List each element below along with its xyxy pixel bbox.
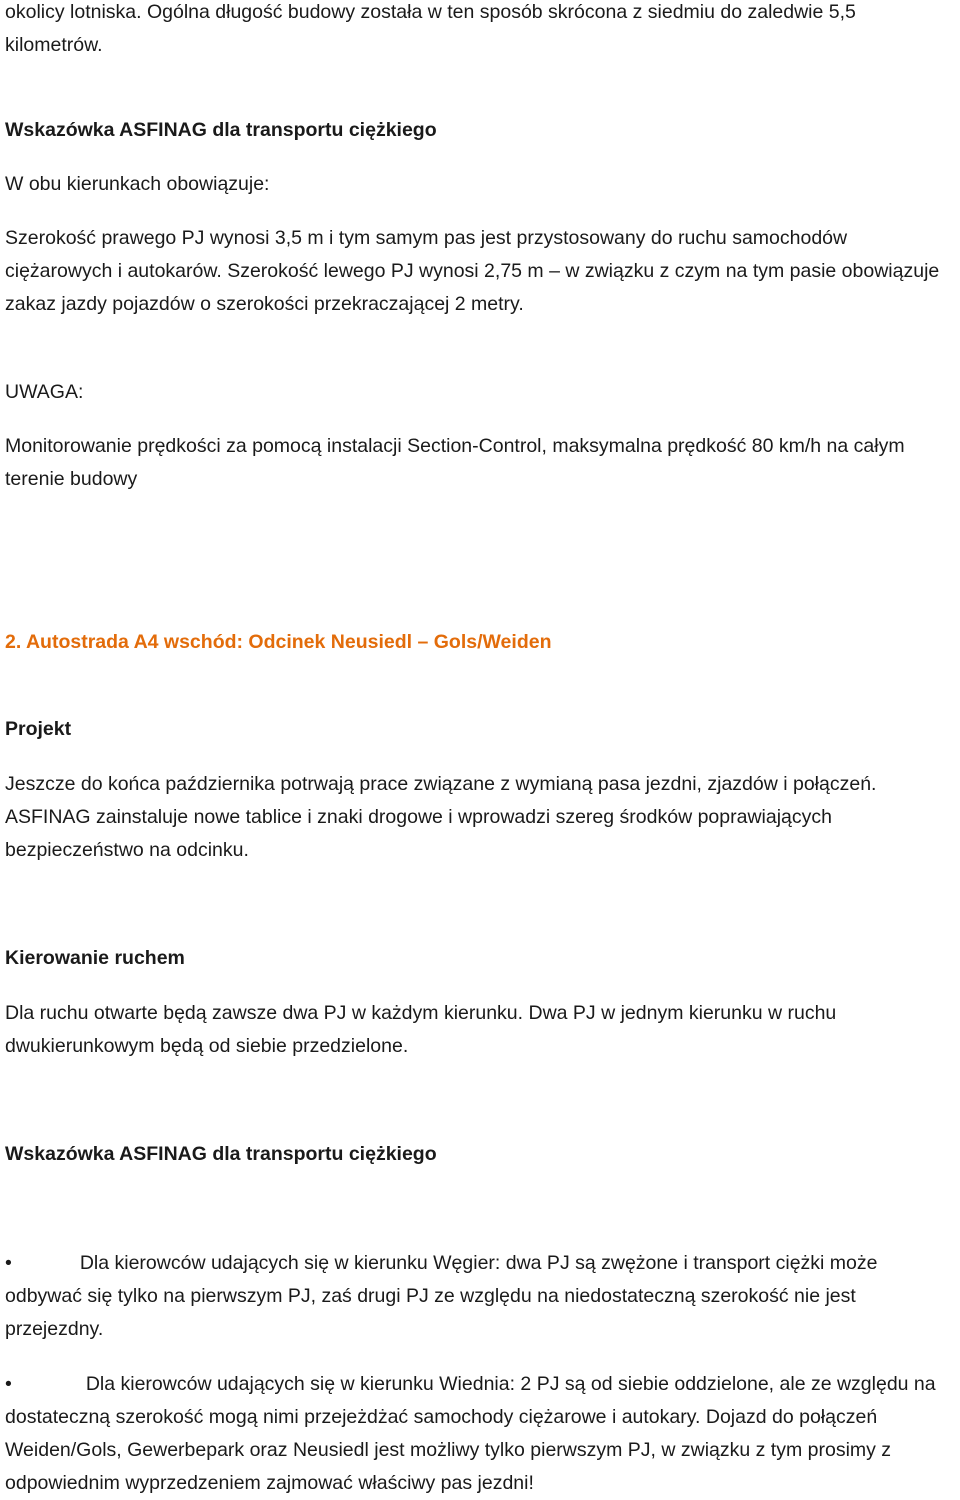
section-2-title: 2. Autostrada A4 wschód: Odcinek Neusiedl – Gols/Weiden xyxy=(5,631,552,653)
bullet-item-vienna xyxy=(5,1368,946,1500)
both-directions-label: W obu kierunkach obowiązuje: xyxy=(5,173,270,195)
bullet-item-hungary-text: Dla kierowców udających się w kierunku Węgier: dwa PJ są zwężone i transport ciężki może odbywać się tylko na pierwszym PJ, zaś drugi PJ ze względu na niedostateczną szerokość nie jest przejezdny. xyxy=(5,1252,878,1340)
traffic-heading: Kierowanie ruchem xyxy=(5,947,185,969)
bullet-item-vienna-text: Dla kierowców udających się w kierunku Wiednia: 2 PJ są od siebie oddzielone, ale ze względu na dostateczną szerokość mogą nimi przejeżdżać samochody ciężarowe i autokary. Dojazd do połączeń Weiden/Gols, Gewerbepark oraz Neusiedl jest możliwy tylko pierwszym PJ, w związku z tym prosimy z odpowiednim wyprzedzeniem zajmować właściwy pas jezdni! xyxy=(5,1373,936,1494)
bullet-icon: • xyxy=(5,1373,12,1395)
intro-line-1: okolicy lotniska. Ogólna długość budowy została w ten sposób skrócona z siedmiu do zaledwie 5,5 xyxy=(5,1,856,23)
heavy-transport-heading-2: Wskazówka ASFINAG dla transportu ciężkiego xyxy=(5,1143,437,1165)
traffic-paragraph: Dla ruchu otwarte będą zawsze dwa PJ w każdym kierunku. Dwa PJ w jednym kierunku w ruchu dwukierunkowym będą od siebie przedzielone. xyxy=(5,1002,837,1057)
intro-paragraph xyxy=(5,0,946,62)
warning-label: UWAGA: xyxy=(5,381,84,403)
warning-text: Monitorowanie prędkości za pomocą instalacji Section-Control, maksymalna prędkość 80 km/h na całym terenie budowy xyxy=(5,435,905,490)
intro-line-2: kilometrów. xyxy=(5,34,103,56)
bullet-item-hungary xyxy=(5,1247,946,1346)
lane-width-paragraph xyxy=(5,222,946,321)
lane-width-text-left: Szerokość lewego PJ wynosi 2,75 m – w związku z czym na tym pasie obowiązuje zakaz jazdy pojazdów o szerokości przekraczającej 2 metry. xyxy=(5,260,940,315)
bullet-icon: • xyxy=(5,1252,12,1274)
heavy-transport-heading-1: Wskazówka ASFINAG dla transportu ciężkiego xyxy=(5,119,437,141)
project-paragraph: Jeszcze do końca października potrwają prace związane z wymianą pasa jezdni, zjazdów i połączeń. ASFINAG zainstaluje nowe tablice i znaki drogowe i wprowadzi szereg środków poprawiających bezpieczeństwo na odcinku. xyxy=(5,773,877,861)
lane-width-text-right: Szerokość prawego PJ wynosi 3,5 m i tym samym pas jest przystosowany do ruchu samochodów ciężarowych i autokarów. xyxy=(5,227,848,282)
project-heading: Projekt xyxy=(5,718,72,740)
